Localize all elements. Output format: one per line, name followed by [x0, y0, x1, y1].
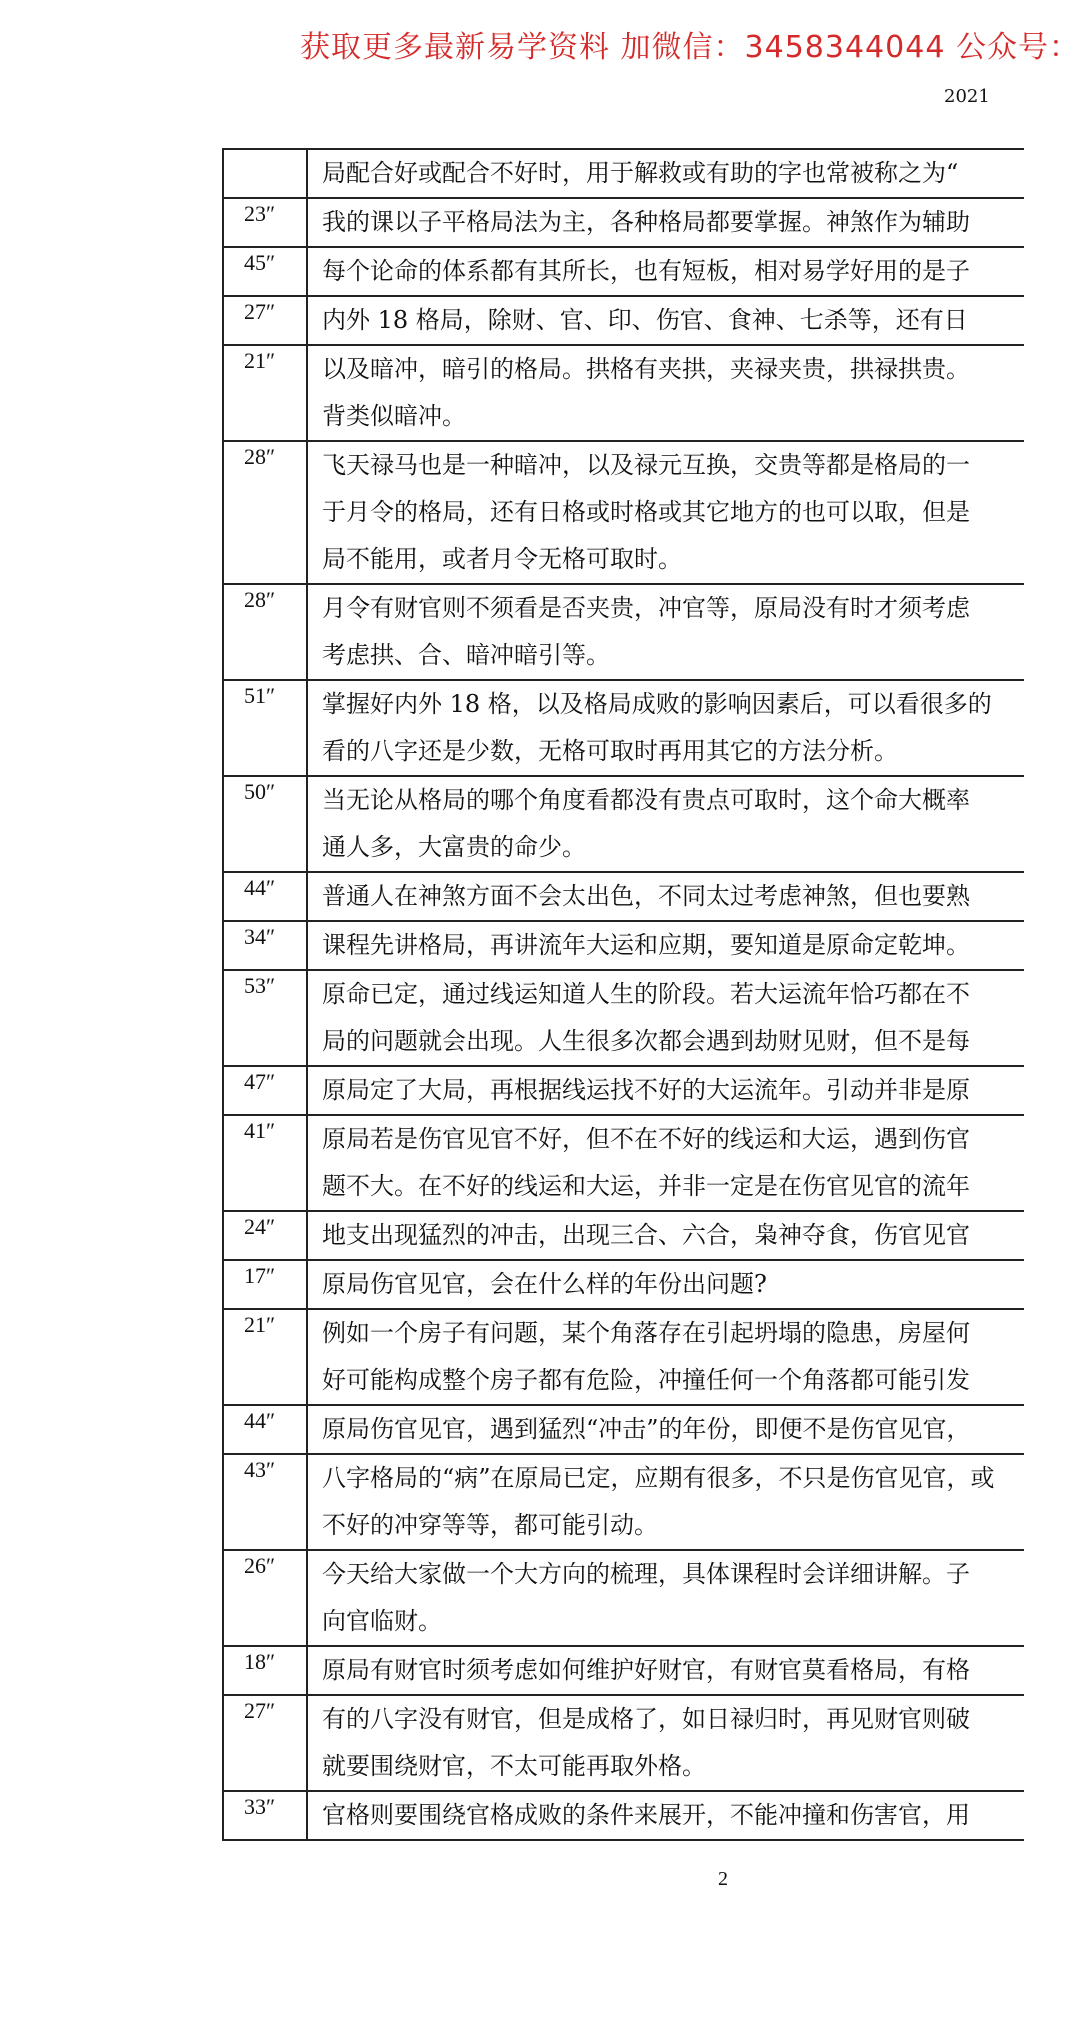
transcript-cell — [308, 1067, 1024, 1114]
transcript-cell — [308, 248, 1024, 295]
timestamp-cell — [224, 150, 308, 197]
transcript-line: 飞天禄马也是一种暗冲，以及禄元互换，交贵等都是格局的一 — [322, 451, 970, 479]
timestamp-cell: 34″ — [224, 922, 308, 969]
timestamp-cell: 27″ — [224, 1696, 308, 1790]
transcript-line: 题不大。在不好的线运和大运，并非一定是在伤官见官的流年 — [322, 1172, 970, 1200]
timestamp-cell: 50″ — [224, 777, 308, 871]
transcript-cell — [308, 1310, 1024, 1404]
transcript-line: 每个论命的体系都有其所长，也有短板，相对易学好用的是子 — [322, 257, 970, 285]
transcript-line: 例如一个房子有问题，某个角落存在引起坍塌的隐患，房屋何 — [322, 1319, 970, 1347]
table-row — [224, 1067, 1024, 1116]
table-row — [224, 248, 1024, 297]
transcript-line: 原局定了大局，再根据线运找不好的大运流年。引动并非是原 — [322, 1076, 970, 1104]
transcript-line: 以及暗冲，暗引的格局。拱格有夹拱，夹禄夹贵，拱禄拱贵。 — [322, 355, 970, 383]
transcript-line: 当无论从格局的哪个角度看都没有贵点可取时，这个命大概率 — [322, 786, 970, 814]
transcript-cell — [308, 873, 1024, 920]
transcript-cell — [308, 1647, 1024, 1694]
timestamp-cell: 43″ — [224, 1455, 308, 1549]
timestamp-cell: 53″ — [224, 971, 308, 1065]
table-row — [224, 442, 1024, 585]
transcript-line: 原命已定，通过线运知道人生的阶段。若大运流年恰巧都在不 — [322, 980, 970, 1008]
transcript-line: 向官临财。 — [322, 1607, 442, 1635]
timestamp-cell: 41″ — [224, 1116, 308, 1210]
table-row — [224, 681, 1024, 777]
transcript-cell — [308, 681, 1024, 775]
table-row — [224, 199, 1024, 248]
transcript-cell — [308, 922, 1024, 969]
transcript-cell — [308, 1551, 1024, 1645]
timestamp-cell: 26″ — [224, 1551, 308, 1645]
transcript-cell — [308, 777, 1024, 871]
timestamp-cell: 18″ — [224, 1647, 308, 1694]
transcript-line: 通人多，大富贵的命少。 — [322, 833, 586, 861]
header-year: 2021 — [944, 86, 990, 107]
transcript-line: 今天给大家做一个大方向的梳理，具体课程时会详细讲解。子 — [322, 1560, 970, 1588]
transcript-line: 原局伤官见官，会在什么样的年份出问题? — [322, 1270, 767, 1298]
page-number: 2 — [718, 1868, 728, 1890]
transcript-line: 好可能构成整个房子都有危险，冲撞任何一个角落都可能引发 — [322, 1366, 970, 1394]
transcript-line: 局配合好或配合不好时，用于解救或有助的字也常被称之为“ — [322, 159, 959, 187]
table-row — [224, 1696, 1024, 1792]
transcript-cell — [308, 199, 1024, 246]
transcript-cell — [308, 1116, 1024, 1210]
timestamp-cell: 28″ — [224, 585, 308, 679]
transcript-line: 月令有财官则不须看是否夹贵，冲官等，原局没有时才须考虑 — [322, 594, 970, 622]
watermark-banner: 获取更多最新易学资料 加微信：3458344044 公众号： — [300, 30, 1080, 65]
transcript-line: 原局若是伤官见官不好，但不在不好的线运和大运，遇到伤官 — [322, 1125, 970, 1153]
timestamp-cell: 51″ — [224, 681, 308, 775]
transcript-cell — [308, 150, 1024, 197]
transcript-cell — [308, 297, 1024, 344]
table-row — [224, 777, 1024, 873]
timestamp-cell: 21″ — [224, 346, 308, 440]
transcript-line: 于月令的格局，还有日格或时格或其它地方的也可以取，但是 — [322, 498, 970, 526]
transcript-line: 普通人在神煞方面不会太出色，不同太过考虑神煞，但也要熟 — [322, 882, 970, 910]
timestamp-cell: 23″ — [224, 199, 308, 246]
transcript-line: 内外 18 格局，除财、官、印、伤官、食神、七杀等，还有日 — [322, 306, 968, 334]
transcript-line: 原局有财官时须考虑如何维护好财官，有财官莫看格局，有格 — [322, 1656, 970, 1684]
table-row — [224, 971, 1024, 1067]
transcript-cell — [308, 1406, 1024, 1453]
transcript-cell — [308, 442, 1024, 583]
transcript-line: 考虑拱、合、暗冲暗引等。 — [322, 641, 610, 669]
timestamp-cell: 44″ — [224, 1406, 308, 1453]
timestamp-cell: 27″ — [224, 297, 308, 344]
transcript-line: 背类似暗冲。 — [322, 402, 466, 430]
table-row — [224, 585, 1024, 681]
timestamp-cell: 45″ — [224, 248, 308, 295]
table-row — [224, 1116, 1024, 1212]
transcript-cell — [308, 1792, 1024, 1839]
table-row — [224, 873, 1024, 922]
transcript-line: 八字格局的“病”在原局已定，应期有很多，不只是伤官见官，或 — [322, 1464, 995, 1492]
table-row — [224, 1647, 1024, 1696]
table-row — [224, 1212, 1024, 1261]
transcript-cell — [308, 1696, 1024, 1790]
table-row — [224, 1792, 1024, 1841]
timestamp-cell: 44″ — [224, 873, 308, 920]
transcript-line: 官格则要围绕官格成败的条件来展开，不能冲撞和伤害官，用 — [322, 1801, 970, 1829]
table-row — [224, 150, 1024, 199]
transcript-line: 地支出现猛烈的冲击，出现三合、六合，枭神夺食，伤官见官 — [322, 1221, 970, 1249]
table-row — [224, 1406, 1024, 1455]
table-row — [224, 922, 1024, 971]
timestamp-cell: 21″ — [224, 1310, 308, 1404]
timestamp-cell: 17″ — [224, 1261, 308, 1308]
table-row — [224, 1455, 1024, 1551]
transcript-line: 局的问题就会出现。人生很多次都会遇到劫财见财，但不是每 — [322, 1027, 970, 1055]
transcript-line: 看的八字还是少数，无格可取时再用其它的方法分析。 — [322, 737, 898, 765]
timestamp-cell: 28″ — [224, 442, 308, 583]
timestamp-cell: 47″ — [224, 1067, 308, 1114]
table-row — [224, 1310, 1024, 1406]
transcript-cell — [308, 585, 1024, 679]
transcript-cell — [308, 971, 1024, 1065]
timestamp-cell: 24″ — [224, 1212, 308, 1259]
transcript-line: 掌握好内外 18 格，以及格局成败的影响因素后，可以看很多的 — [322, 690, 992, 718]
table-row — [224, 297, 1024, 346]
table-row — [224, 346, 1024, 442]
table-row — [224, 1261, 1024, 1310]
transcript-table — [222, 148, 1024, 1841]
transcript-cell — [308, 1455, 1024, 1549]
transcript-cell — [308, 1261, 1024, 1308]
transcript-line: 原局伤官见官，遇到猛烈“冲击”的年份，即便不是伤官见官， — [322, 1415, 971, 1443]
transcript-cell — [308, 346, 1024, 440]
transcript-line: 有的八字没有财官，但是成格了，如日禄归时，再见财官则破 — [322, 1705, 970, 1733]
transcript-line: 就要围绕财官，不太可能再取外格。 — [322, 1752, 706, 1780]
transcript-line: 我的课以子平格局法为主，各种格局都要掌握。神煞作为辅助 — [322, 208, 970, 236]
table-row — [224, 1551, 1024, 1647]
transcript-cell — [308, 1212, 1024, 1259]
transcript-line: 不好的冲穿等等，都可能引动。 — [322, 1511, 658, 1539]
timestamp-cell: 33″ — [224, 1792, 308, 1839]
transcript-line: 课程先讲格局，再讲流年大运和应期，要知道是原命定乾坤。 — [322, 931, 970, 959]
transcript-line: 局不能用，或者月令无格可取时。 — [322, 545, 682, 573]
